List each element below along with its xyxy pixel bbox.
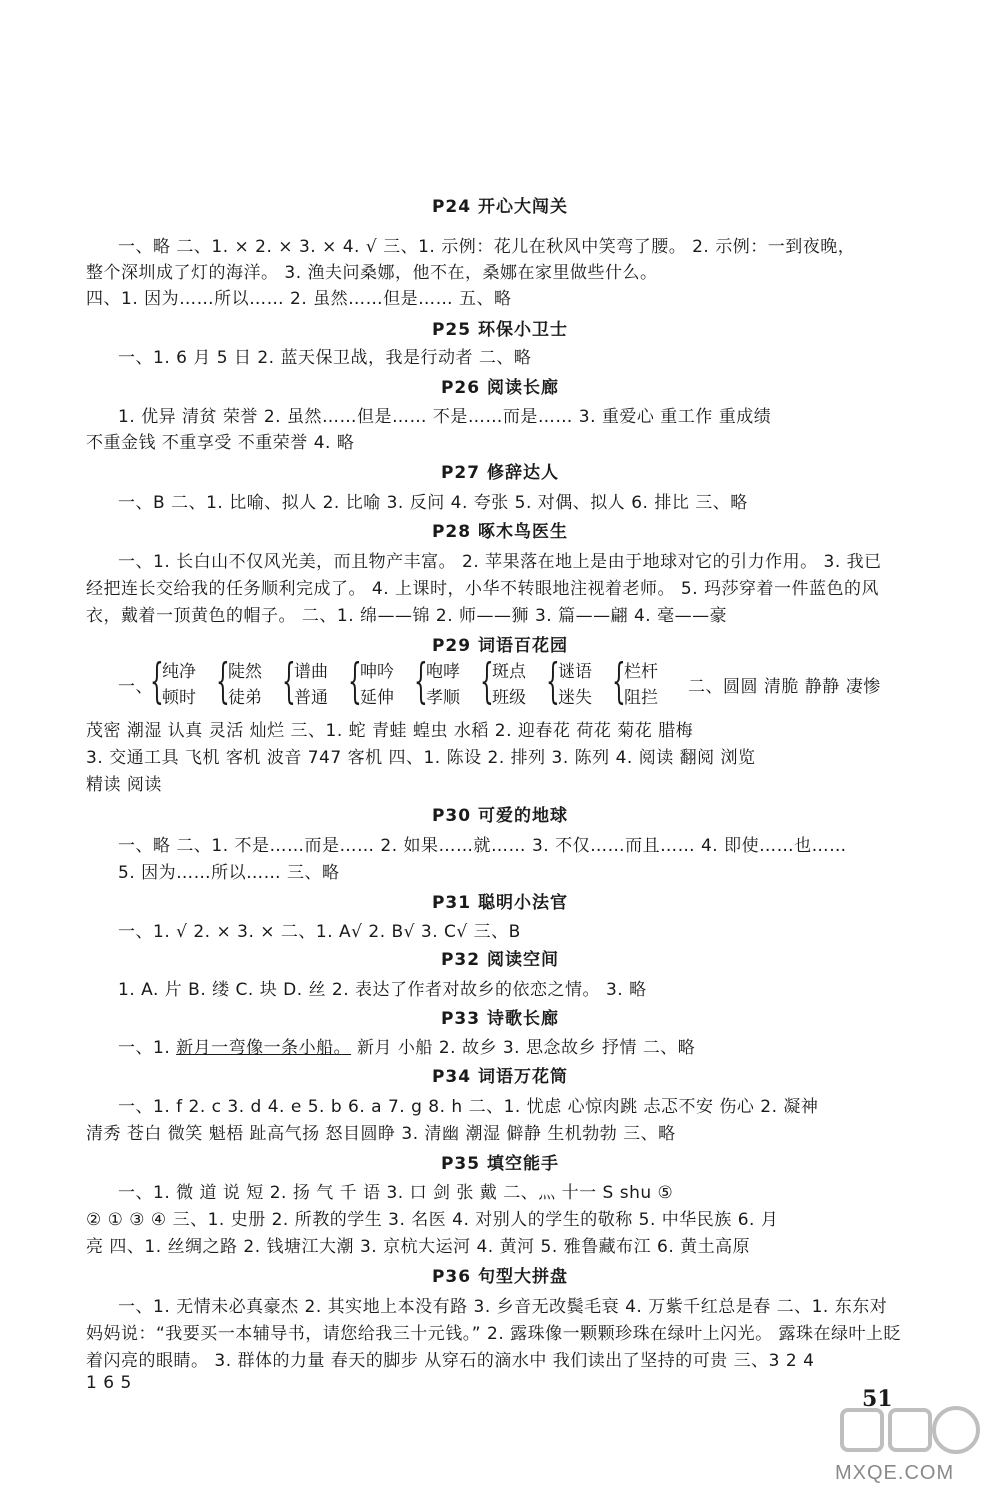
section-title-p33: P33 诗歌长廊 [440, 1009, 560, 1029]
answer-prefix: 一、1. [118, 1038, 177, 1058]
answer-line: 一、1. f 2. c 3. d 4. e 5. b 6. a 7. g 8. h 二、1. 忧虑 心惊肉跳 忐忑不安 伤心 2. 凝神 [118, 1097, 819, 1117]
section-title-p29: P29 词语百花园 [431, 636, 569, 656]
brace-mark: { [216, 653, 230, 709]
word-pair-bottom: 班级 [492, 688, 526, 708]
brace-mark: { [150, 653, 164, 709]
answer-line-prefix: 一、 [118, 677, 153, 697]
answer-line: 四、1. 因为……所以…… 2. 虽然……但是…… 五、略 [86, 289, 512, 309]
brace-mark: { [414, 653, 428, 709]
word-pair-bottom: 顿时 [162, 688, 196, 708]
word-pair-top: 栏杆 [624, 662, 658, 682]
word-pair-top: 谱曲 [294, 662, 328, 682]
answer-line: 5. 因为……所以…… 三、略 [118, 863, 340, 883]
section-title-p27: P27 修辞达人 [440, 463, 560, 483]
word-pair-bottom: 延伸 [360, 688, 394, 708]
word-pair-bottom: 迷失 [558, 688, 592, 708]
brace-mark: { [348, 653, 362, 709]
word-pair-top: 纯净 [162, 662, 196, 682]
answer-line: 衣，戴着一顶黄色的帽子。 二、1. 绵——锦 2. 师——狮 3. 篇——翩 4. 毫——豪 [86, 606, 728, 626]
answer-line: 精读 阅读 [86, 775, 162, 795]
word-pair-top: 谜语 [558, 662, 592, 682]
answer-line [118, 1033, 926, 1058]
word-pair-bottom: 徒弟 [228, 688, 262, 708]
answer-line: 一、1. 长白山不仅风光美，而且物产丰富。 2. 苹果落在地上是由于地球对它的引力作用。 3. 我已 [118, 552, 882, 572]
section-title-p30: P30 可爱的地球 [431, 806, 569, 826]
answer-line: 亮 四、1. 丝绸之路 2. 钱塘江大潮 3. 京杭大运河 4. 黄河 5. 雅鲁藏布江 6. 黄土高原 [86, 1237, 751, 1257]
word-pair-top: 呻吟 [360, 662, 394, 682]
section-title-p28: P28 啄木鸟医生 [431, 522, 569, 542]
section-title-p35: P35 填空能手 [440, 1154, 560, 1174]
answer-line: 经把连长交给我的任务顺利完成了。 4. 上课时，小华不转眼地注视着老师。 5. 玛莎穿着一件蓝色的风 [86, 579, 880, 599]
answer-line: 1 6 5 [86, 1373, 132, 1393]
section-title-p36: P36 句型大拼盘 [431, 1267, 569, 1287]
answer-line: 二、圆圆 清脆 静静 凄惨 [688, 677, 881, 697]
answer-line: 整个深圳成了灯的海洋。 3. 渔夫问桑娜，他不在，桑娜在家里做些什么。 [86, 263, 658, 283]
page-number: 51 [862, 1386, 893, 1412]
answer-line: 妈妈说：“我要买一本辅导书，请您给我三十元钱。” 2. 露珠像一颗颗珍珠在绿叶上闪光。 露珠在绿叶上眨 [86, 1324, 902, 1344]
word-pair-top: 咆哮 [426, 662, 460, 682]
answer-line: 1. 优异 清贫 荣誉 2. 虽然……但是…… 不是……而是…… 3. 重爱心 重工作 重成绩 [118, 407, 772, 427]
watermark-text: MXQE.COM [835, 1462, 955, 1484]
section-title-p26: P26 阅读长廊 [440, 378, 560, 398]
answer-line: 一、1. 微 道 说 短 2. 扬 气 千 语 3. 口 剑 张 戴 二、灬 十一 S shu ⑤ [118, 1183, 674, 1203]
answer-line: 一、1. √ 2. × 3. × 二、1. A√ 2. B√ 3. C√ 三、B [118, 922, 521, 942]
brace-mark: { [282, 653, 296, 709]
word-pair-bottom: 阻拦 [624, 688, 658, 708]
section-title-p31: P31 聪明小法官 [431, 893, 569, 913]
answer-line: 着闪亮的眼睛。 3. 群体的力量 春天的脚步 从穿石的滴水中 我们读出了坚持的可贵 三、3 2 4 [86, 1351, 815, 1371]
answer-line: 一、略 二、1. × 2. × 3. × 4. √ 三、1. 示例：花儿在秋风中笑弯了腰。 2. 示例：一到夜晚， [118, 237, 856, 257]
answer-line: 清秀 苍白 微笑 魁梧 趾高气扬 怒目圆睁 3. 清幽 潮湿 僻静 生机勃勃 三、略 [86, 1124, 676, 1144]
underlined-answer: 新月一弯像一条小船。 [176, 1038, 352, 1058]
brace-mark: { [546, 653, 560, 709]
answer-line: 一、略 二、1. 不是……而是…… 2. 如果……就…… 3. 不仅……而且…… 4. 即使……也…… [118, 836, 847, 856]
answer-rest: 新月 小船 2. 故乡 3. 思念故乡 抒情 二、略 [351, 1038, 696, 1058]
section-title-p32: P32 阅读空间 [440, 950, 560, 970]
section-title-p24: P24 开心大闯关 [431, 197, 569, 217]
answer-line: 一、B 二、1. 比喻、拟人 2. 比喻 3. 反问 4. 夸张 5. 对偶、拟人 6. 排比 三、略 [118, 493, 748, 513]
word-pair-bottom: 孝顺 [426, 688, 460, 708]
answer-line: 一、1. 6 月 5 日 2. 蓝天保卫战，我是行动者 二、略 [118, 348, 532, 368]
word-pair-bottom: 普通 [294, 688, 328, 708]
word-pair-top: 斑点 [492, 662, 526, 682]
answer-line: ② ① ③ ④ 三、1. 史册 2. 所教的学生 3. 名医 4. 对别人的学生的敬称 5. 中华民族 6. 月 [86, 1210, 779, 1230]
answer-line: 一、1. 无情未必真豪杰 2. 其实地上本没有路 3. 乡音无改鬓毛衰 4. 万紫千红总是春 二、1. 东东对 [118, 1297, 888, 1317]
answer-line: 1. A. 片 B. 缕 C. 块 D. 丝 2. 表达了作者对故乡的依恋之情。 3. 略 [118, 980, 647, 1000]
brace-mark: { [612, 653, 626, 709]
section-title-p34: P34 词语万花筒 [431, 1067, 569, 1087]
answer-line: 茂密 潮湿 认真 灵活 灿烂 三、1. 蛇 青蛙 蝗虫 水稻 2. 迎春花 荷花 菊花 腊梅 [86, 721, 694, 741]
answer-line: 不重金钱 不重享受 不重荣誉 4. 略 [86, 433, 355, 453]
word-pair-top: 陡然 [228, 662, 262, 682]
answer-line: 3. 交通工具 飞机 客机 波音 747 客机 四、1. 陈设 2. 排列 3. 陈列 4. 阅读 翻阅 浏览 [86, 748, 756, 768]
section-title-p25: P25 环保小卫士 [431, 320, 569, 340]
brace-mark: { [480, 653, 494, 709]
